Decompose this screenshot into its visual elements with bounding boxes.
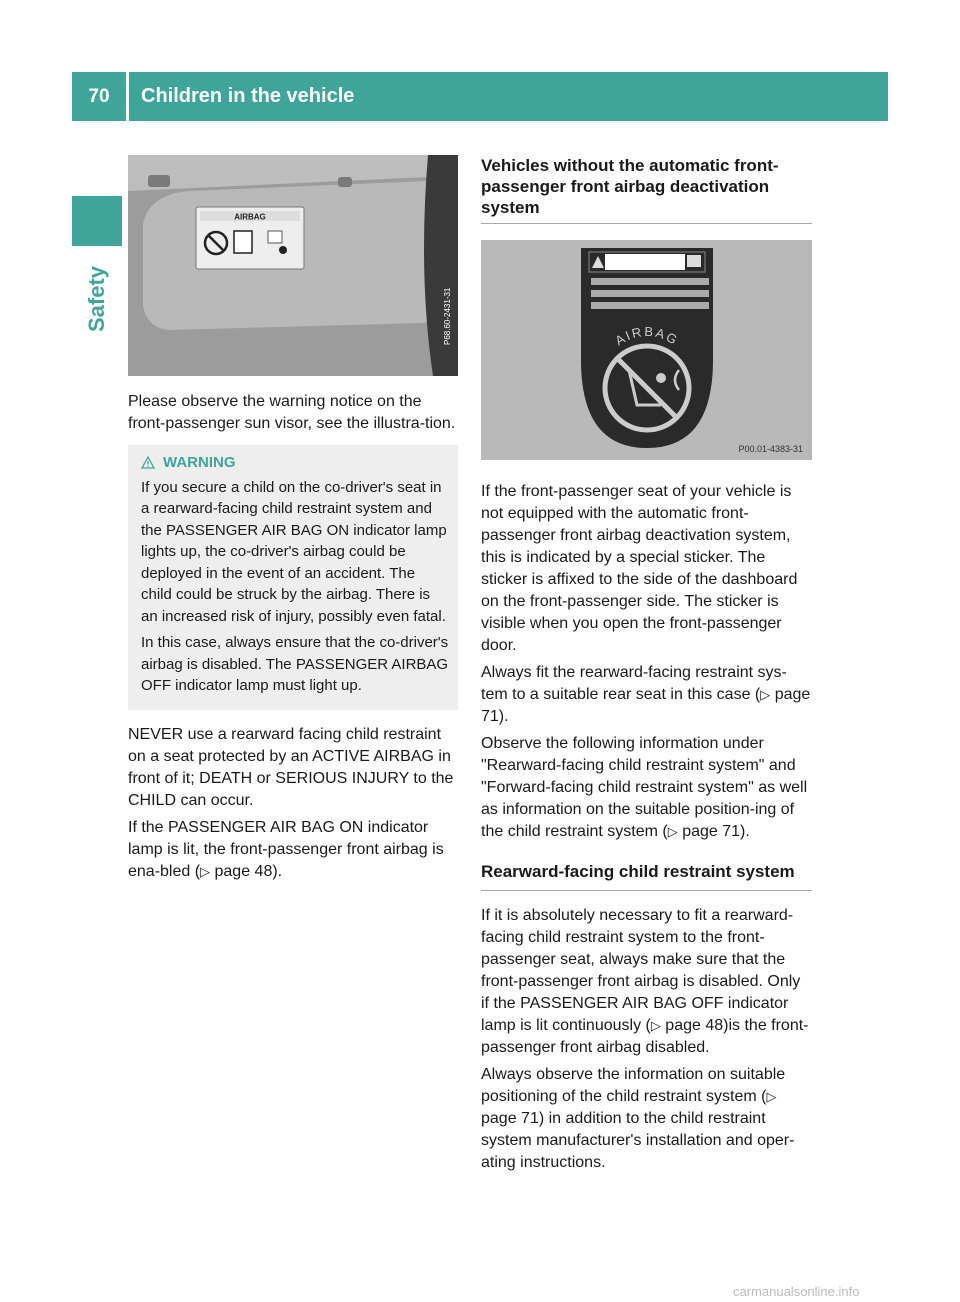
rear-seat-paragraph bbox=[481, 662, 812, 728]
section-label-text: Safety bbox=[84, 265, 110, 333]
text-run: ) in addition to the child restraint system manufacturer's installation and oper-ating instructions. bbox=[481, 1110, 795, 1171]
positioning-paragraph bbox=[481, 1064, 812, 1174]
text-run: Always observe the information on suitable positioning of the child restraint system ( bbox=[481, 1066, 786, 1105]
page-reference-link[interactable]: page 48 bbox=[665, 1017, 724, 1034]
page-ref-arrow-icon: ▷ bbox=[200, 863, 211, 879]
text-run: ). bbox=[740, 823, 750, 840]
lamp-lit-paragraph bbox=[128, 817, 458, 883]
rearward-paragraph bbox=[481, 905, 812, 1059]
warning-triangle-icon bbox=[141, 456, 155, 469]
page-ref-arrow-icon: ▷ bbox=[760, 687, 771, 702]
sticker-airbag-textpath: AIRBAG bbox=[612, 323, 682, 349]
visor-sticker-text: AIRBAG bbox=[234, 212, 266, 222]
text-run: If it is absolutely necessary to fit a rearward-facing child restraint system to the front-passenger seat, always make sure that the front-passenger front airbag is disabled. Only if the PASSENGER AIR BAG OFF indicator lamp is lit continuously ( bbox=[481, 907, 801, 1034]
text-run: Observe the following information under "Rearward-facing child restraint system" and "Forward-facing child restraint system" as well as information on the suitable position-ing of the child restraint system ( bbox=[481, 735, 808, 840]
page-reference-link[interactable]: page 71 bbox=[481, 686, 811, 725]
sticker-paragraph: If the front-passenger seat of your vehicle is not equipped with the automatic front-passenger front airbag deactivation system, this is indicated by a special sticker. The sticker is affixed to the side of the dashboard on the front-passenger side. The sticker is visible when you open the front-passenger door. bbox=[481, 483, 798, 654]
right-column bbox=[481, 155, 812, 1179]
page-ref-arrow-icon: ▷ bbox=[667, 824, 678, 839]
warning-paragraph-1: If you secure a child on the co-driver's seat in a rearward-facing child restraint system and the PASSENGER AIR BAG ON indicator lamp lights up, the co-driver's airbag could be deployed in the event of an accident. The child could be struck by the airbag. There is an increased risk of injury, possibly even fatal. bbox=[141, 478, 447, 625]
page-reference-link[interactable]: page 71 bbox=[682, 823, 741, 840]
chapter-title: Children in the vehicle bbox=[129, 72, 888, 121]
text-run: ). bbox=[498, 708, 509, 725]
image1-code: P68.60-2431-31 bbox=[443, 287, 452, 345]
airbag-sticker-illustration bbox=[481, 240, 812, 460]
page-ref-arrow-icon: ▷ bbox=[766, 1089, 777, 1104]
section-heading-no-deactivation: Vehicles without the automatic front-passenger front airbag deactivation system bbox=[481, 155, 812, 224]
page-number: 70 bbox=[72, 72, 126, 121]
image2-code: P00.01-4383-31 bbox=[738, 444, 803, 454]
text-run: If the PASSENGER AIR BAG ON indicator lamp is lit, the front-passenger front airbag is ena-bled ( bbox=[128, 818, 444, 880]
sun-visor-illustration bbox=[128, 155, 458, 376]
warning-box bbox=[128, 445, 458, 710]
text-run: )is the front-passenger front airbag disabled. bbox=[481, 1017, 809, 1056]
warning-paragraph-2: In this case, always ensure that the co-driver's airbag is disabled. The PASSENGER AIRBAG OFF indicator lamp must light up. bbox=[141, 634, 449, 694]
page-reference-link[interactable]: page 71 bbox=[481, 1110, 539, 1127]
left-column bbox=[128, 155, 458, 888]
warning-title: WARNING bbox=[163, 454, 236, 471]
text-run: ). bbox=[272, 862, 283, 880]
text-run: Always fit the rearward-facing restraint sys-tem to a suitable rear seat in this case ( bbox=[481, 664, 787, 703]
section-heading-rearward: Rearward-facing child restraint system bbox=[481, 861, 812, 891]
page-reference-link[interactable]: page 48 bbox=[214, 862, 273, 880]
intro-paragraph: Please observe the warning notice on the front-passenger sun visor, see the illustra-tion. bbox=[128, 393, 456, 432]
page-ref-arrow-icon: ▷ bbox=[650, 1018, 661, 1033]
section-label bbox=[72, 254, 122, 344]
section-marker bbox=[72, 196, 122, 246]
never-paragraph: NEVER use a rearward facing child restraint on a seat protected by an ACTIVE AIRBAG in front of it; DEATH or SERIOUS INJURY to the CHILD can occur. bbox=[128, 725, 454, 809]
observe-info-paragraph bbox=[481, 733, 812, 843]
warning-header bbox=[141, 452, 449, 474]
watermark: carmanualsonline.info bbox=[733, 1284, 860, 1299]
